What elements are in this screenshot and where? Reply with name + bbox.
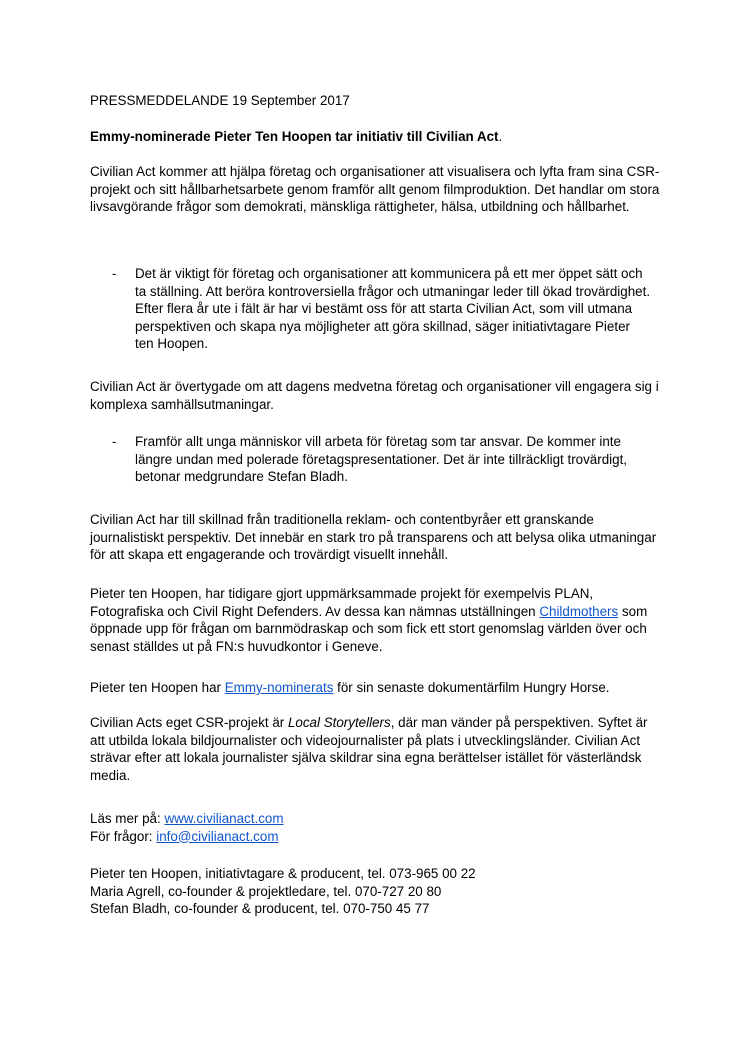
read-more-label: Läs mer på: <box>90 811 165 826</box>
headline <box>90 128 662 146</box>
headline-bold: Emmy-nominerade Pieter Ten Hoopen tar initiativ till Civilian Act <box>90 129 499 144</box>
emmy-link[interactable]: Emmy-nominerats <box>224 680 334 695</box>
links-section <box>90 810 662 845</box>
email-link[interactable]: info@civilianact.com <box>156 828 279 844</box>
paragraph-perspective: Civilian Act har till skillnad från traditionella reklam- och contentbyråer ett granskande journalistiskt perspektiv. Det innebär en stark tro på transparens och att belysa olika utmaningar för att skapa ett engagerande och trovärdigt visuellt innehåll. <box>90 512 657 563</box>
paragraph-projects <box>90 585 662 655</box>
questions-line <box>90 828 662 846</box>
press-release-header: PRESSMEDDELANDE 19 September 2017 <box>90 93 350 108</box>
bullet-dash: - <box>112 266 117 281</box>
contacts-section <box>90 865 662 918</box>
read-more-line <box>90 810 662 828</box>
childmothers-link[interactable]: Childmothers <box>539 603 619 619</box>
quote-item-2 <box>112 433 652 486</box>
questions-label: För frågor: <box>90 828 157 844</box>
paragraph-emmy <box>90 679 662 697</box>
projects-text-after: som öppnade upp för frågan om barnmödraskap och som fick ett stort genomslag världen över och senast ställdes ut på FN:s huvudkontor i Geneve. <box>90 603 648 654</box>
paragraph-storytellers <box>90 714 662 784</box>
storytellers-text-after: , där man vänder på perspektiven. Syftet är att utbilda lokala bildjournalister och videojournalister på plats i utvecklingsländer. Civilian Act strävar efter att lokala journalister själva skildrar sina egna berättelser istället för västerländsk media. <box>90 715 648 783</box>
contact-line: Stefan Bladh, co-founder & producent, tel. 070-750 45 77 <box>90 901 430 917</box>
paragraph-engagement: Civilian Act är övertygade om att dagens medvetna företag och organisationer vill engagera sig i komplexa samhällsutmaningar. <box>90 379 659 412</box>
paragraph-intro: Civilian Act kommer att hjälpa företag och organisationer att visualisera och lyfta fram sina CSR-projekt och sitt hållbarhetsarbete genom framför allt genom filmproduktion. Det handlar om stora livsavgörande frågor som demokrati, mänskliga rättigheter, hälsa, utbildning och hållbarhet. <box>90 164 660 215</box>
quote-text-1: Det är viktigt för företag och organisationer att kommunicera på ett mer öppet sätt och ta ställning. Att beröra kontroversiella frågor och utmaningar leder till ökad trovärdighet. Efter flera år ute i fält är har vi bestämt oss för att starta Civilian Act, som vill utmana perspektiven och skapa nya möjligheter att göra skillnad, säger initiativtagare Pieter ten Hoopen. <box>135 266 651 352</box>
local-storytellers-italic: Local Storytellers <box>287 715 391 730</box>
contact-line: Maria Agrell, co-founder & projektledare, tel. 070-727 20 80 <box>90 883 442 899</box>
emmy-text-before: Pieter ten Hoopen har <box>90 680 225 695</box>
quote-text-2: Framför allt unga människor vill arbeta för företag som tar ansvar. De kommer inte längre undan med polerade företagspresentationer. Det är inte tillräckligt trovärdigt, betonar medgrundare Stefan Bladh. <box>135 434 628 485</box>
headline-suffix: . <box>498 129 503 144</box>
projects-text-before: Pieter ten Hoopen, har tidigare gjort uppmärksammade projekt för exempelvis PLAN, Fotografiska och Civil Right Defenders. Av dessa kan nämnas utställningen <box>90 586 594 619</box>
bullet-dash: - <box>112 434 117 449</box>
quote-item-1 <box>112 265 652 353</box>
website-link[interactable]: www.civilianact.com <box>164 811 284 826</box>
storytellers-text-before: Civilian Acts eget CSR-projekt är <box>90 715 288 730</box>
contact-line: Pieter ten Hoopen, initiativtagare & producent, tel. 073-965 00 22 <box>90 866 476 881</box>
emmy-text-after: för sin senaste dokumentärfilm Hungry Horse. <box>333 680 610 695</box>
